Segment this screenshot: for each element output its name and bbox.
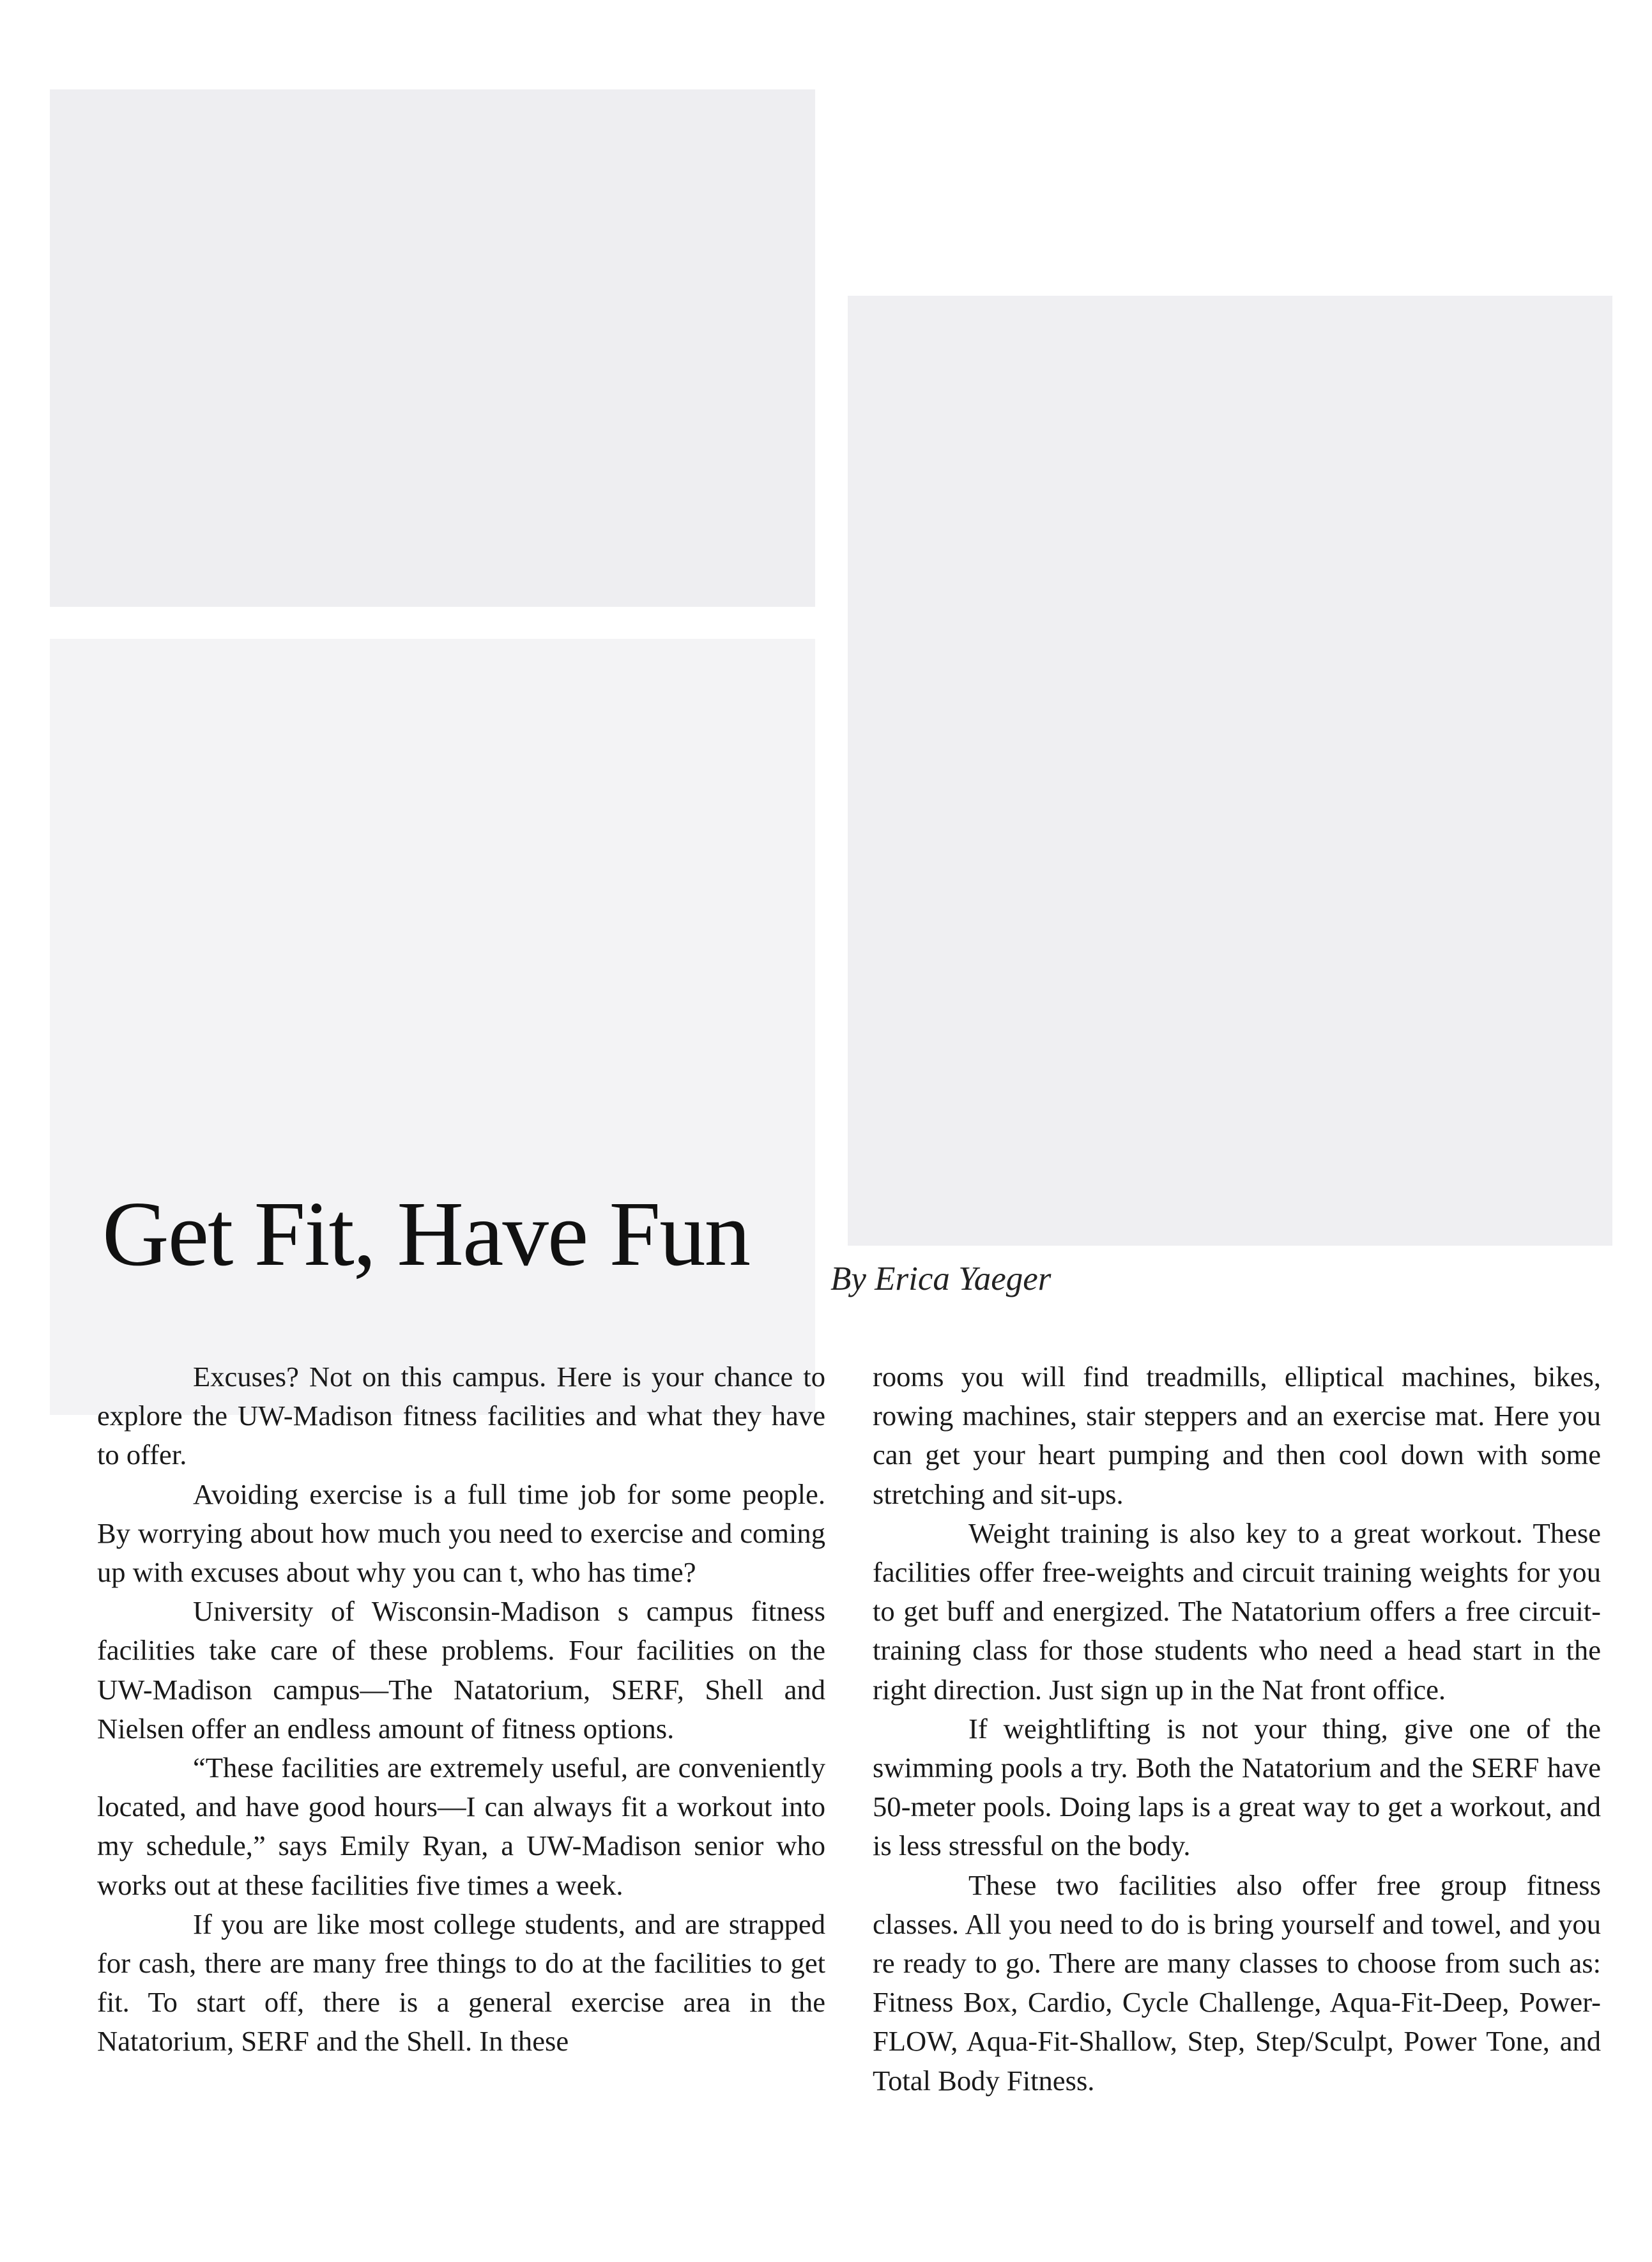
article-title: Get Fit, Have Fun xyxy=(102,1183,750,1285)
paragraph: These two facilities also offer free group fitness classes. All you need to do is bring yourself and towel, and you re ready to go. There are many classes to choose from such as: Fitness Box, Cardio, Cycle Challenge, Aqua-Fit-Deep, Power-FLOW, Aqua-Fit-Shallow, Step, Step/Sculpt, Power Tone, and Total Body Fitness. xyxy=(873,1868,1601,2097)
paragraph: Excuses? Not on this campus. Here is your chance to explore the UW-Madison fitness facilities and what they have to offer. xyxy=(97,1361,825,1471)
paragraph: University of Wisconsin-Madison s campus fitness facilities take care of these problems. Four facilities on the UW-Madison campus—The Natatorium, SERF, Shell and Nielsen offer an endless amount of fitness options. xyxy=(97,1595,825,1745)
article-byline: By Erica Yaeger xyxy=(830,1260,1052,1297)
paragraph: Avoiding exercise is a full time job for some people. By worrying about how much you need to exercise and coming up with excuses about why you can t, who has time? xyxy=(97,1478,825,1589)
paragraph: “These facilities are extremely useful, are conveniently located, and have good hours—I can always fit a workout into my schedule,” says Emily Ryan, a UW-Madison senior who works out at these facilities five times a week. xyxy=(97,1752,825,1901)
right-column xyxy=(873,1357,1601,2100)
paragraph: If you are like most college students, and are strapped for cash, there are many free things to do at the facilities to get fit. To start off, there is a general exercise area in the Natatorium, SERF and the Shell. In these xyxy=(97,1907,825,2058)
paragraph-continuation: rooms you will find treadmills, elliptical machines, bikes, rowing machines, stair steppers and an exercise mat. Here you can get your heart pumping and then cool down with some stretching and sit-ups. xyxy=(873,1361,1601,1510)
paragraph: Weight training is also key to a great workout. These facilities offer free-weights and circuit training weights for you to get buff and energized. The Natatorium offers a free circuit-training class for those students who need a head start in the right direction. Just sign up in the Nat front office. xyxy=(873,1517,1601,1706)
faded-photo-right xyxy=(848,296,1612,1246)
faded-photo-top-left xyxy=(50,89,815,607)
left-column xyxy=(97,1357,825,2061)
paragraph: If weightlifting is not your thing, give one of the swimming pools a try. Both the Natatorium and the SERF have 50-meter pools. Doing laps is a great way to get a workout, and is less stressful on the body. xyxy=(873,1712,1601,1862)
faded-photo-mid-left xyxy=(50,639,815,1415)
